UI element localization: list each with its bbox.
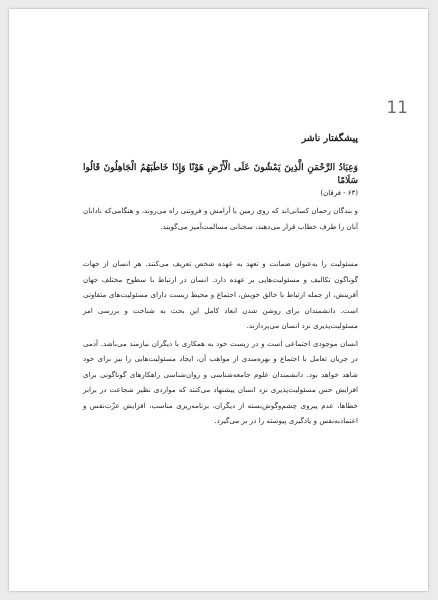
verse-reference: (۶۳ - فرقان) (320, 189, 358, 197)
section-title: پیشگفتار ناشر (301, 133, 358, 144)
paragraph-social: انسان موجودی اجتماعی است و در زیست خود به همکاری با دیگران نیازمند می‌باشد. آدمی در جریان تعامل با اجتماع و بهره‌مندی از مواهب آن، ایجاد مسئولیت‌هایی را نیز برای خود شاهد خواهد بود. دانشمندان علوم جامعه‌شناسی و روان‌شناسی راهکارهای گوناگونی برای افزایش حس مسئولیت‌پذیری نزد انسان پیشنهاد می‌کنند که مواردی نظیر شجاعت در برابر خطاها، عدم پیروی چشم‌وگوش‌بسته از دیگران، برنامه‌ریزی مناسب، افزایش عزّت‌نفس و اعتمادبه‌نفس و یادگیری پیوسته را در بر می‌گیرد. (83, 338, 358, 425)
document-page (9, 9, 428, 591)
paragraph-translation: و بندگان رحمان کسانی‌اند که روی زمین با آرامش و فروتنی راه می‌روند، و هنگامی‌که نادانان آنان را طرف خطاب قرار می‌دهند، سخنانی مسالمت‌آمیز می‌گویند. (83, 206, 358, 231)
paragraph-responsibility: مسئولیت را به‌عنوان ضمانت و تعهد به عهده شخص تعریف می‌کنند. هر انسان از جهات گوناگون تکالیف و مسئولیت‌هایی بر عهده دارد. انسان در ارتباط با سطوح مختلف جهان آفرینش، از جمله ارتباط با خالق خویش، اجتماع و محیط زیست دارای مسئولیت‌های متفاوتی است. دانشمندان برای روشن شدن ابعاد کامل این بحث به شناخت و بررسی امر مسئولیت‌پذیری نزد انسان می‌پردازند. (83, 259, 358, 330)
paragraph-spacer (83, 234, 358, 256)
page-number: 11 (386, 98, 408, 118)
quran-verse: وَعِبَادُ الرَّحْمَنِ الَّذِينَ يَمْشُونَ عَلَى الْأَرْضِ هَوْنًا وَإِذَا خَاطَبَهُمُ الْجَاهِلُونَ قَالُوا سَلَامًا (83, 163, 358, 186)
page-content (83, 132, 358, 429)
